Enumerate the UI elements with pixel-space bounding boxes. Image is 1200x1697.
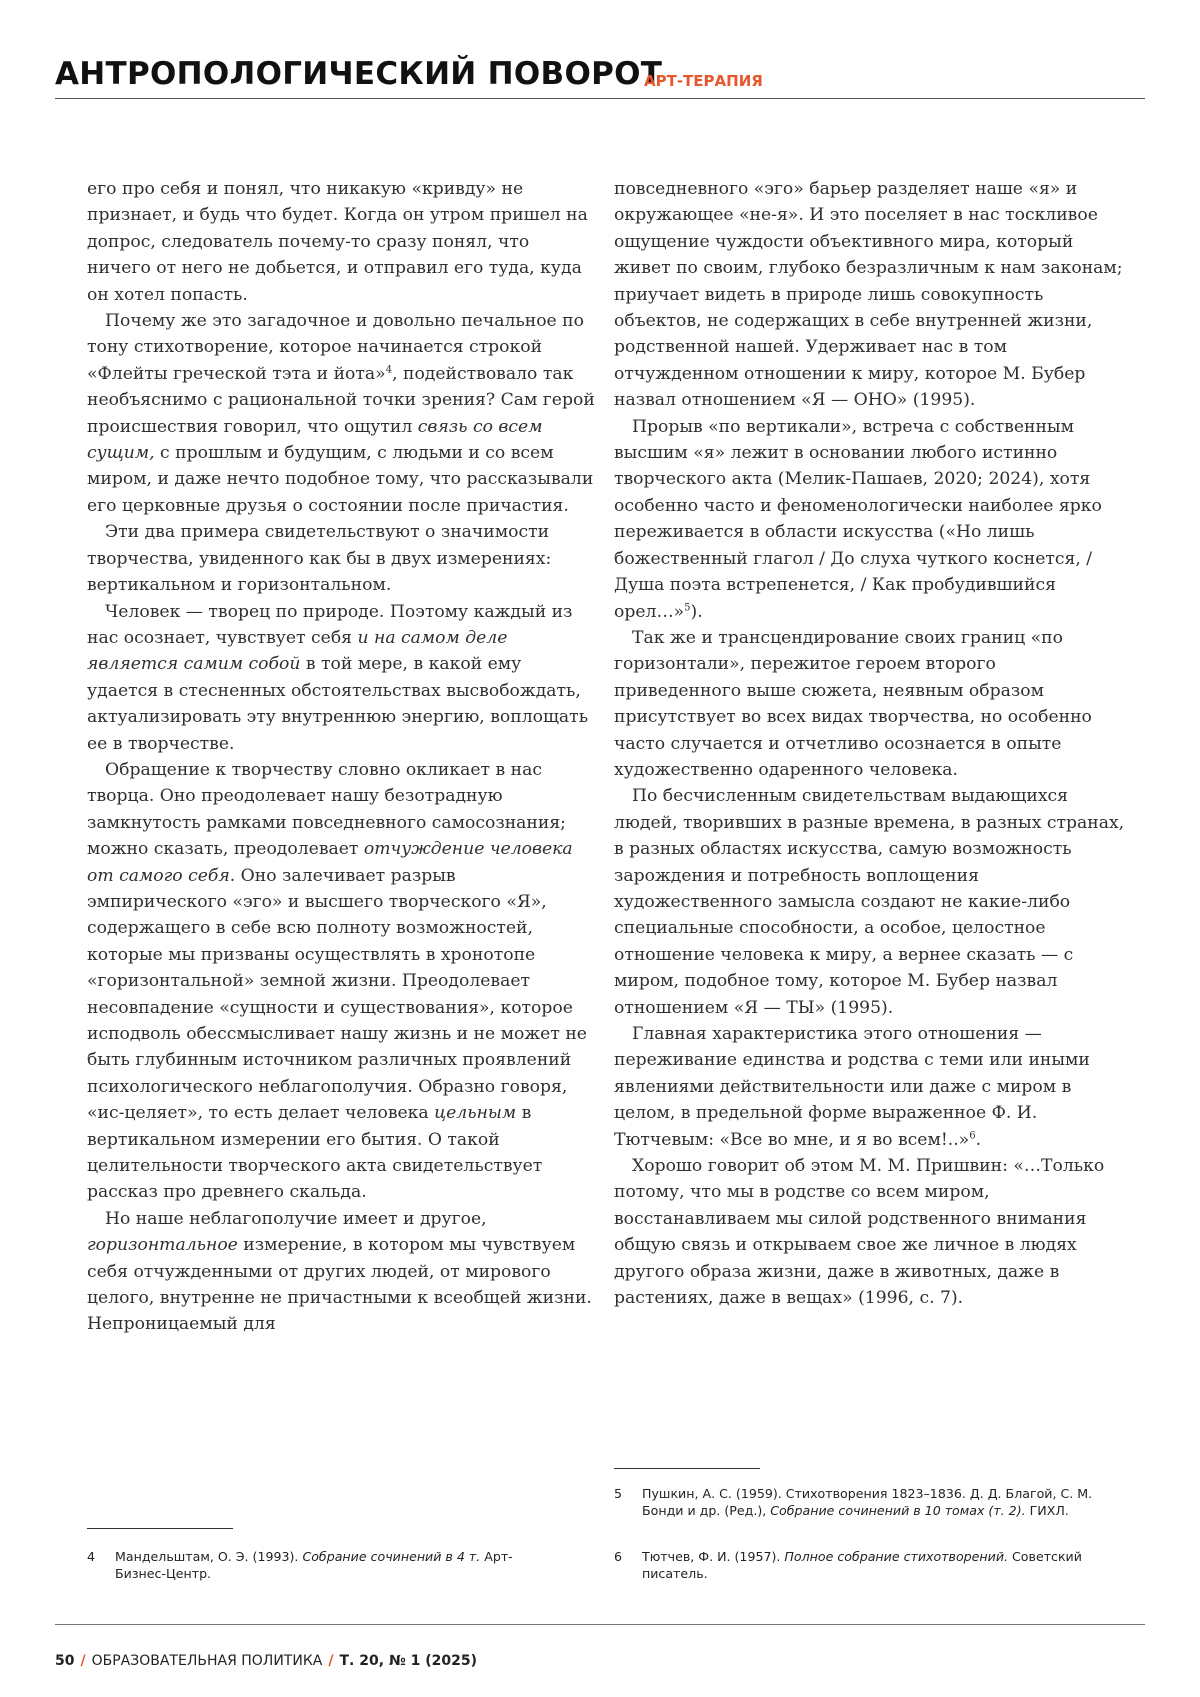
footnote-6 — [614, 1548, 1104, 1582]
footnote-text: Мандельштам, О. Э. (1993). Собрание сочинений в 4 т. Арт-Бизнес-Центр. — [115, 1548, 542, 1582]
paragraph: Так же и трансцендирование своих границ «по горизонтали», пережитое героем второго приведенного выше сюжета, неявным образом присутствует во всех видах творчества, но особенно часто случается и отчетливо осознается в опыте художественно одаренного человека. — [614, 625, 1126, 783]
paragraph: По бесчисленным свидетельствам выдающихся людей, творивших в разные времена, в разных странах, в разных областях искусства, самую возможность зарождения и потребность воплощения художественного замысла создают не какие-либо специальные способности, а особое, целостное отношение человека к миру, а вернее сказать — с миром, подобное тому, которое М. Бубер назвал отношением «Я — ТЫ» (1995). — [614, 783, 1126, 1021]
paragraph: Прорыв «по вертикали», встреча с собственным высшим «я» лежит в основании любого истинно творческого акта (Мелик-Пашаев, 2020; 2024), хотя особенно часто и феноменологически наиболее ярко переживается в области искусства («Но лишь божественный глагол / До слуха чуткого коснется, / Душа поэта встрепенется, / Как пробудившийся орел…»5). — [614, 414, 1126, 625]
left-column — [87, 176, 597, 1338]
paragraph-continued: повседневного «эго» барьер разделяет наше «я» и окружающее «не-я». И это поселяет в нас тоскливое ощущение чуждости объективного мира, который живет по своим, глубоко безразличным к нам законам; приучает видеть в природе лишь совокупность объектов, не содержащих в себе внутренней жизни, родственной нашей. Удерживает нас в том отчужденном отношении к миру, которое М. Бубер назвал отношением «Я — ОНО» (1995). — [614, 176, 1126, 414]
page-number: 50 — [55, 1653, 74, 1669]
journal-name: ОБРАЗОВАТЕЛЬНАЯ ПОЛИТИКА — [92, 1653, 323, 1669]
footnote-number: 4 — [87, 1548, 95, 1565]
footer-separator: / — [328, 1653, 333, 1669]
running-header — [55, 56, 1145, 98]
footnote-text: Пушкин, А. С. (1959). Стихотворения 1823–1836. Д. Д. Благой, С. М. Бонди и др. (Ред.), Собрание сочинений в 10 томах (т. 2). ГИХЛ. — [642, 1485, 1104, 1519]
footnote-text: Тютчев, Ф. И. (1957). Полное собрание стихотворений. Советский писатель. — [642, 1548, 1104, 1582]
section-label: АРТ-ТЕРАПИЯ — [644, 72, 763, 90]
journal-rubric-title: АНТРОПОЛОГИЧЕСКИЙ ПОВОРОТ — [55, 56, 662, 92]
footnote-ref-5[interactable]: 5 — [684, 602, 690, 613]
paragraph: Эти два примера свидетельствуют о значимости творчества, увиденного как бы в двух измерениях: вертикальном и горизонтальном. — [87, 519, 597, 598]
footnote-4 — [87, 1548, 542, 1582]
footnote-5 — [614, 1485, 1104, 1519]
header-rule — [55, 98, 1145, 99]
footnote-ref-6[interactable]: 6 — [969, 1130, 975, 1141]
footnote-number: 6 — [614, 1548, 622, 1565]
paragraph: Обращение к творчеству словно окликает в нас творца. Оно преодолевает нашу безотрадную замкнутость рамками повседневного самосознания; можно сказать, преодолевает отчуждение человека от самого себя. Оно залечивает разрыв эмпирического «эго» и высшего творческого «Я», содержащего в себе всю полноту возможностей, которые мы призваны осуществлять в хронотопе «горизонтальной» земной жизни. Преодолевает несовпадение «сущности и существования», которое исподволь обессмысливает нашу жизнь и не может не быть глубинным источником различных проявлений психологического неблагополучия. Образно говоря, «ис-целяет», то есть делает человека цельным в вертикальном измерении его бытия. О такой целительности творческого акта свидетельствует рассказ про древнего скальда. — [87, 757, 597, 1206]
footer-separator: / — [80, 1653, 85, 1669]
paragraph: Но наше неблагополучие имеет и другое, горизонтальное измерение, в котором мы чувствуем себя отчужденными от других людей, от мирового целого, внутренне не причастными к всеобщей жизни. Непроницаемый для — [87, 1206, 597, 1338]
footnote-ref-4[interactable]: 4 — [386, 364, 392, 375]
right-column — [614, 176, 1126, 1311]
paragraph: Главная характеристика этого отношения — переживание единства и родства с теми или иными явлениями действительности или даже с миром в целом, в предельной форме выраженное Ф. И. Тютчевым: «Все во мне, и я во всем!..»6. — [614, 1021, 1126, 1153]
paragraph-continued: его про себя и понял, что никакую «кривду» не признает, и будь что будет. Когда он утром пришел на допрос, следователь почему-то сразу понял, что ничего от него не добьется, и отправил его туда, куда он хотел попасть. — [87, 176, 597, 308]
footnote-rule-right — [614, 1468, 760, 1469]
journal-volume: Т. 20, № 1 (2025) — [339, 1653, 477, 1669]
page-footer — [55, 1653, 477, 1669]
footnote-number: 5 — [614, 1485, 622, 1502]
paragraph: Хорошо говорит об этом М. М. Пришвин: «…Только потому, что мы в родстве со всем миром, восстанавливаем мы силой родственного внимания общую связь и открываем свое же личное в людях другого образа жизни, даже в животных, даже в растениях, даже в вещах» (1996, с. 7). — [614, 1153, 1126, 1311]
footer-rule — [55, 1624, 1145, 1625]
footnote-rule-left — [87, 1528, 233, 1529]
paragraph: Почему же это загадочное и довольно печальное по тону стихотворение, которое начинается строкой «Флейты греческой тэта и йота»4, подействовало так необъяснимо с рациональной точки зрения? Сам герой происшествия говорил, что ощутил связь со всем сущим, с прошлым и будущим, с людьми и со всем миром, и даже нечто подобное тому, что рассказывали его церковные друзья о состоянии после причастия. — [87, 308, 597, 519]
paragraph: Человек — творец по природе. Поэтому каждый из нас осознает, чувствует себя и на самом деле является самим собой в той мере, в какой ему удается в стесненных обстоятельствах высвобождать, актуализировать эту внутреннюю энергию, воплощать ее в творчестве. — [87, 599, 597, 757]
